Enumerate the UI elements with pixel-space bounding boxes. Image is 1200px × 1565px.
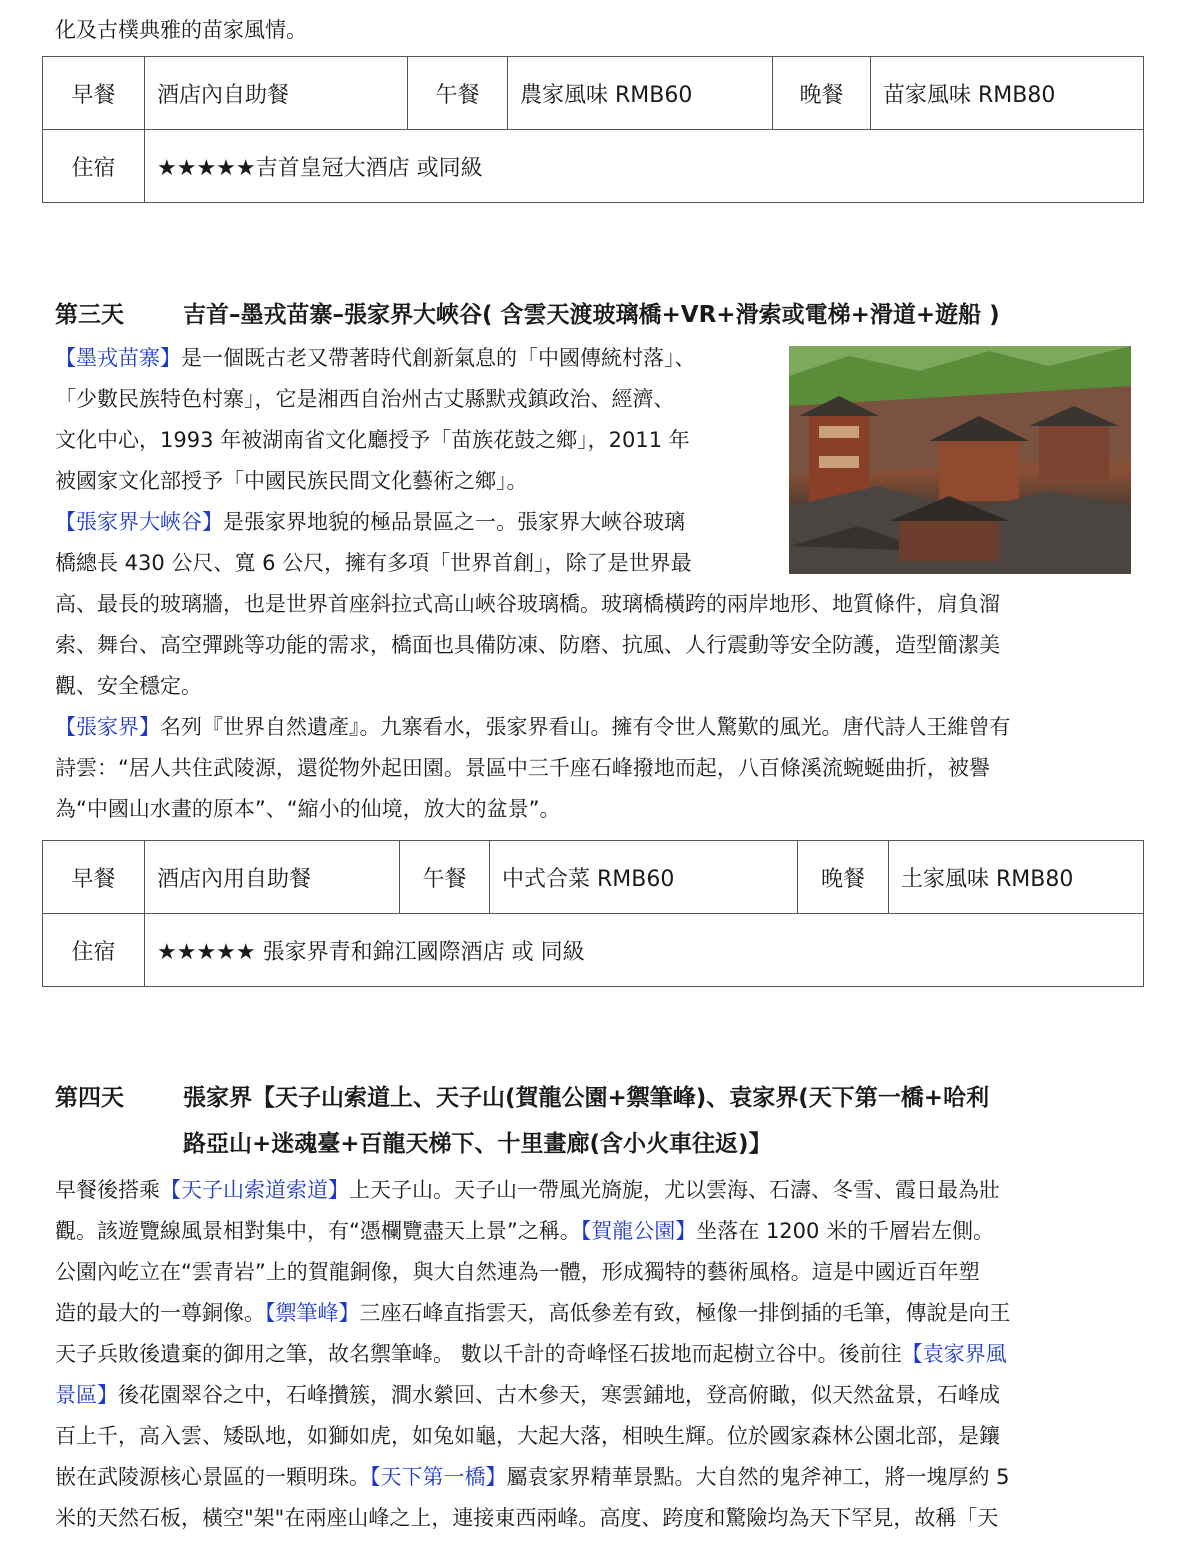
intro-tail-text: 化及古樸典雅的苗家風情。 [55,18,307,42]
day3-paragraph-1: 【墨戎苗寨】是一個既古老又帶著時代創新氣息的「中國傳統村落」、 「少數民族特色村寨」，它是湘西自治州古丈縣默戎鎮政治、經濟、 文化中心，1993 年被湖南省文化廳授予「苗族花鼓之鄉」，2011 年 被國家文化部授予「中國民族民間文化藝術之鄉」。 【張家界大峽谷】是張家界地貌的極品景區之一。張家界大峽谷玻璃 橋總長 430 公尺、寬 6 公尺，擁有多項「世界首創」，除了是世界最 [55,346,696,575]
tag-moron-miao-village: 【墨戎苗寨】 [55,346,181,370]
tag-yuanjiajie-part1: 【袁家界風 [901,1342,1007,1366]
hotel-value: ★★★★★ 張家界青和錦江國際酒店 或 同級 [145,914,1144,987]
day3-label: 第三天 [55,302,124,328]
day3-paragraph-2: 高、最長的玻璃牆，也是世界首座斜拉式高山峽谷玻璃橋。玻璃橋橫跨的兩岸地形、地質條件，肩負溜 索、舞台、高空彈跳等功能的需求，橋面也具備防凍、防磨、抗風、人行震動等安全防護，造型簡潔美 觀、安全穩定。 【張家界】名列『世界自然遺產』。九寨看水，張家界看山。擁有令世人驚歎的風光。唐代詩人王維曾有 詩雲：“居人共住武陵源，還從物外起田園。景區中三千座石峰撥地而起，八百條溪流蜿蜒曲折，被譽 為“中國山水畫的原本”、“縮小的仙境，放大的盆景”。 [55,592,1011,821]
day3-heading [55,293,1175,337]
dinner-label: 晚餐 [798,841,889,914]
hotel-label: 住宿 [43,130,145,203]
tag-first-bridge: 【天下第一橋】 [370,1465,507,1489]
dinner-value: 土家風味 RMB80 [889,841,1144,914]
day4-title-line-2: 路亞山+迷魂臺+百龍天梯下、十里畫廊(含小火車往返)】 [183,1131,772,1157]
breakfast-label: 早餐 [43,57,145,130]
lunch-value: 農家風味 RMB60 [508,57,773,130]
day4-label: 第四天 [55,1085,124,1111]
meal-table-day3 [42,840,1144,987]
day4-title-line-1: 張家界【天子山索道上、天子山(賀龍公園+禦筆峰)、袁家界(天下第一橋+哈利 [183,1085,990,1111]
lunch-label: 午餐 [408,57,508,130]
miao-village-photo [789,346,1131,574]
breakfast-label: 早餐 [43,841,145,914]
lunch-label: 午餐 [400,841,490,914]
day4-heading [55,1076,1145,1120]
breakfast-value: 酒店內用自助餐 [145,841,400,914]
tag-zhangjiajie: 【張家界】 [55,715,160,739]
breakfast-value: 酒店內自助餐 [145,57,408,130]
tag-yubi-peak: 【禦筆峰】 [265,1301,360,1325]
meal-table-day2 [42,56,1144,203]
tag-helong-park: 【賀龍公園】 [580,1219,697,1243]
lunch-value: 中式合菜 RMB60 [490,841,798,914]
hotel-value: ★★★★★吉首皇冠大酒店 或同級 [145,130,1144,203]
tag-yuanjiajie-part2: 景區】 [55,1383,118,1407]
day4-paragraph: 早餐後搭乘【天子山索道索道】上天子山。天子山一帶風光旖旎，尤以雲海、石濤、冬雪、霞日最為壯 觀。該遊覽線風景相對集中，有“憑欄覽盡天上景”之稱。【賀龍公園】坐落在 1200 米的千層岩左側。 公園內屹立在“雲青岩”上的賀龍銅像，與大自然連為一體，形成獨特的藝術風格。這是中國近百年塑 造的最大的一尊銅像。【禦筆峰】三座石峰直指雲天，高低參差有致，極像一排倒插的毛筆，傳說是向王 天子兵敗後遺棄的御用之筆，故名禦筆峰。 數以千計的奇峰怪石拔地而起樹立谷中。後前往【袁家界風 景區】後花園翠谷之中，石峰攢簇，澗水縈回、古木參天，寒雲鋪地，登高俯瞰，似天然盆景，石峰成 百上千，高入雲、矮臥地，如獅如虎，如兔如龜，大起大落，相映生輝。位於國家森林公園北部，是鑲 嵌在武陵源核心景區的一顆明珠。【天下第一橋】屬袁家界精華景點。大自然的鬼斧神工，將一塊厚約 5 米的天然石板，橫空"架"在兩座山峰之上，連接東西兩峰。高度、跨度和驚險均為天下罕見，故稱「天 [55,1178,1011,1530]
dinner-value: 苗家風味 RMB80 [871,57,1144,130]
tag-zhangjiajie-canyon: 【張家界大峽谷】 [55,510,223,534]
day3-title: 吉首–墨戎苗寨–張家界大峽谷( 含雲天渡玻璃橋+VR+滑索或電梯+滑道+遊船 ) [183,302,1000,328]
hotel-label: 住宿 [43,914,145,987]
tag-tianzi-cableway: 【天子山索道索道】 [160,1178,349,1202]
dinner-label: 晚餐 [773,57,871,130]
